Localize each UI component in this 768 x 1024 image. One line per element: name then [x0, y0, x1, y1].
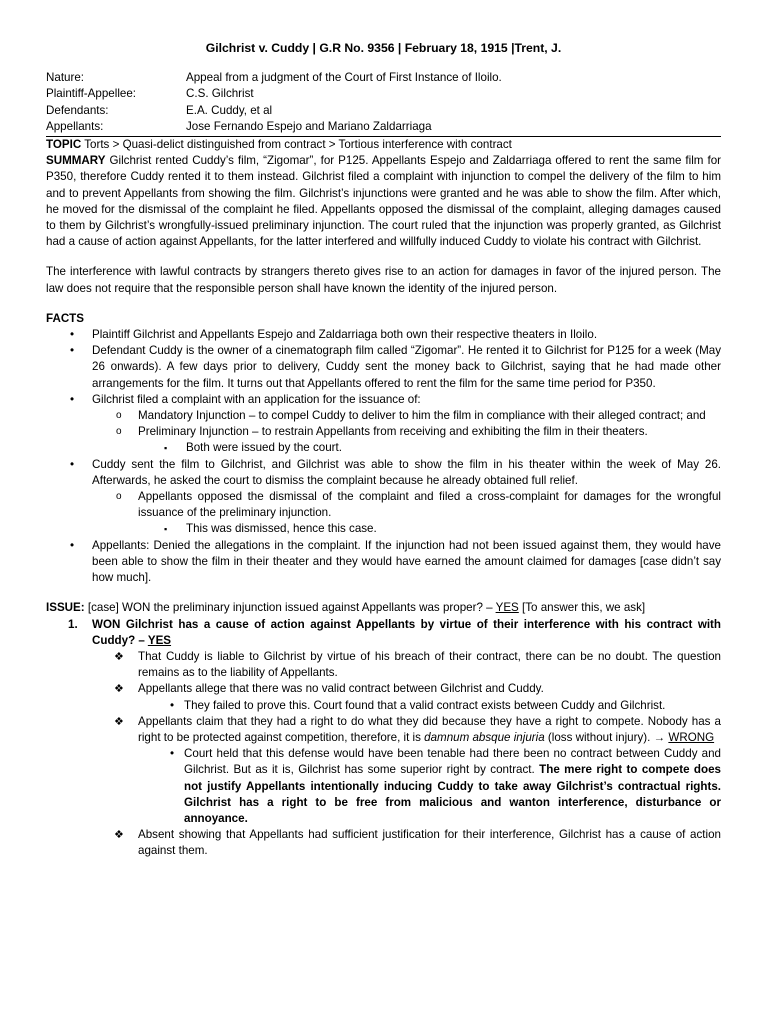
- issue-list: [46, 617, 721, 649]
- list-item: o Mandatory Injunction – to compel Cuddy to deliver to him the film in compliance with their alleged contract; and: [46, 408, 721, 424]
- summary-text: Gilchrist rented Cuddy’s film, “Zigomar”, for P125. Appellants Espejo and Zaldarriaga offered to rent the same film for P350, therefore Cuddy rented it to them instead. Gilchrist filed a complaint with injunction to compel the delivery of the film to him and to prevent Appellants from showing the film. Gilchrist’s injunctions were granted and he was able to show the film. After which, he moved for the dismissal of the complaint he filed. Appellants opposed the dismissal of the complaint, alleging damages caused to them by Gilchrist’s wrongfully-issued preliminary injunction. The court ruled that the injunction was properly granted, as Gilchrist had a cause of action against Appellants, for the latter interfered and willfully induced Cuddy to violate his contract with Gilchrist.: [46, 154, 721, 249]
- list-item: o Appellants opposed the dismissal of the complaint and filed a cross-complaint for damages for the wrongful issuance of the preliminary injunction.: [116, 490, 721, 520]
- meta-row-defendants: Defendants: E.A. Cuddy, et al: [46, 103, 273, 117]
- diamond-bullet-icon: ❖: [114, 715, 124, 728]
- bullet-icon: •: [70, 344, 75, 358]
- summary-paragraph: [46, 153, 721, 250]
- topic-line: [46, 137, 721, 153]
- circle-bullet-icon: o: [116, 491, 122, 503]
- list-item: • They failed to prove this. Court found that a valid contract exists between Cuddy and Gilchrist.: [46, 698, 721, 714]
- list-item: ❖ Absent showing that Appellants had sufficient justification for their interference, Gilchrist has a cause of action against them.: [114, 828, 721, 858]
- issue-line: ISSUE: [case] WON the preliminary injunction issued against Appellants was proper? – YES [To answer this, we ask]: [46, 601, 646, 615]
- case-meta: [46, 70, 721, 137]
- doctrine-paragraph: The interference with lawful contracts by strangers thereto gives rise to an action for damages in favor of the injured person. The law does not require that the responsible person shall have known the identity of the injured person.: [46, 265, 721, 295]
- bullet-icon: •: [70, 392, 75, 406]
- q1-answer: YES: [147, 633, 172, 647]
- bullet-icon: •: [170, 698, 175, 712]
- list-item: • Cuddy sent the film to Gilchrist, and Gilchrist was able to show the film in his theater within the week of May 26. Afterwards, he asked the court to dismiss the complaint because he already obtained full relief.: [70, 457, 721, 487]
- list-item: • Court held that this defense would have been tenable had there been no contract between Cuddy and Gilchrist. But as it is, Gilchrist has some superior right by contract. The mere right to compete does not justify Appellants intentionally inducing Cuddy to take away Gilchrist’s contractual rights. Gilchrist has a right to be free from malicious and wanton interference, disturbance or annoyance.: [170, 747, 721, 825]
- circle-bullet-icon: o: [116, 410, 122, 422]
- list-item: ❖ That Cuddy is liable to Gilchrist by virtue of his breach of their contract, there can be no doubt. The question remains as to the liability of Appellants.: [114, 649, 721, 680]
- bullet-icon: •: [70, 538, 75, 552]
- meta-row-appellants: Appellants: Jose Fernando Espejo and Mariano Zaldarriaga: [46, 119, 432, 133]
- summary-label: SUMMARY: [46, 154, 106, 168]
- list-item: • Defendant Cuddy is the owner of a cinematograph film called “Zigomar”. He rented it to Gilchrist for P125 for a week (May 26 onwards). A few days prior to delivery, Cuddy sent the money back to Gilchrist, saying that he had made other arrangements for the film. It turns out that Appellants offered to rent the film for the same time period for P350.: [70, 344, 721, 390]
- issue-answer: YES: [495, 601, 519, 615]
- list-item: ❖ Appellants claim that they had a right to do what they did because they have a right to compete. Nobody has a right to be protected against competition, therefore, it is damnum absque injuria (loss without injury). → WRONG: [114, 714, 721, 744]
- square-bullet-icon: ▪: [164, 443, 168, 454]
- topic-label: TOPIC: [46, 138, 82, 152]
- circle-bullet-icon: o: [116, 426, 122, 438]
- facts-list: [46, 327, 721, 586]
- bullet-icon: •: [170, 747, 175, 761]
- item-number: 1.: [68, 617, 78, 631]
- meta-row-nature: Nature: Appeal from a judgment of the Court of First Instance of Iloilo.: [46, 71, 502, 85]
- square-bullet-icon: ▪: [164, 524, 168, 535]
- diamond-bullet-icon: ❖: [114, 683, 124, 696]
- issue-label: ISSUE:: [46, 601, 85, 615]
- meta-row-plaintiff: Plaintiff-Appellee: C.S. Gilchrist: [46, 87, 254, 101]
- list-item: • Gilchrist filed a complaint with an application for the issuance of:: [46, 392, 721, 408]
- facts-heading: FACTS: [46, 311, 85, 325]
- list-item: 1. WON Gilchrist has a cause of action against Appellants by virtue of their interference with his contract with Cuddy? – YES: [68, 617, 721, 647]
- wrong-label: WRONG: [668, 730, 715, 744]
- bullet-icon: •: [70, 457, 75, 471]
- list-item: ❖ Appellants allege that there was no valid contract between Gilchrist and Cuddy.: [46, 681, 721, 697]
- list-item: o Preliminary Injunction – to restrain Appellants from receiving and exhibiting the film in their theaters.: [46, 424, 721, 440]
- list-item: ▪ Both were issued by the court.: [46, 440, 721, 456]
- list-item: ▪ This was dismissed, hence this case.: [46, 521, 721, 537]
- diamond-bullet-icon: ❖: [114, 829, 124, 842]
- bullet-icon: •: [70, 328, 75, 342]
- case-title: Gilchrist v. Cuddy | G.R No. 9356 | February 18, 1915 |Trent, J.: [205, 41, 562, 55]
- held-list: [46, 649, 721, 860]
- list-item: • Plaintiff Gilchrist and Appellants Espejo and Zaldarriaga both own their respective theaters in Iloilo.: [46, 327, 721, 343]
- diamond-bullet-icon: ❖: [114, 650, 124, 663]
- list-item: • Appellants: Denied the allegations in the complaint. If the injunction had not been issued against them, they would have been able to show the film in their theater and they would have earned the amount claimed for damages [case didn’t say how much].: [70, 538, 721, 585]
- topic-text: Torts > Quasi-delict distinguished from contract > Tortious interference with contract: [81, 138, 512, 152]
